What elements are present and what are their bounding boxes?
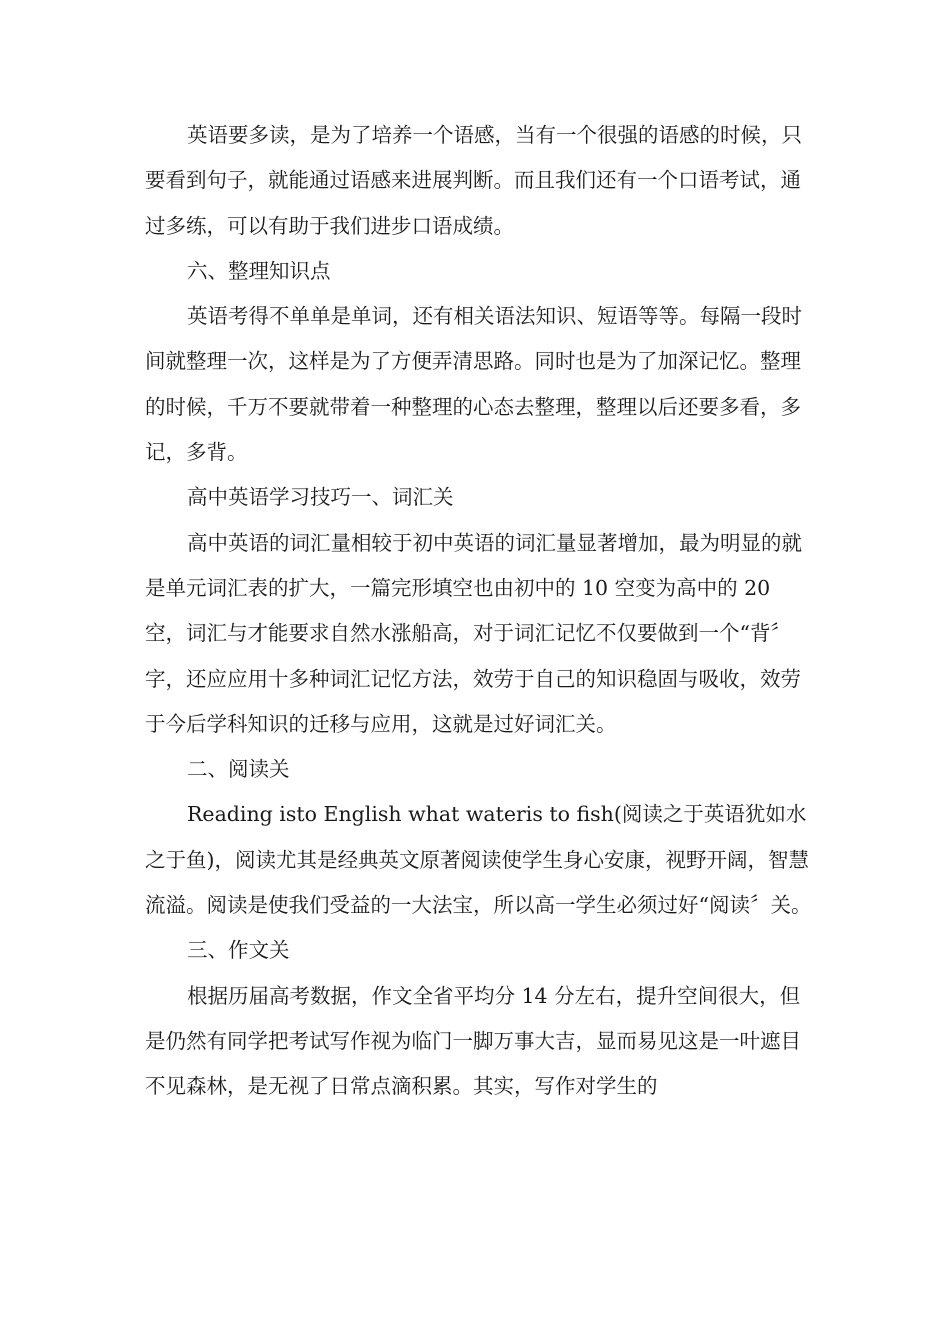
heading-vocabulary: 高中英语学习技巧一、词汇关 — [187, 485, 454, 510]
paragraph-text: 根据历届高考数据，作文全省平均分 14 分左右，提升空间很大，但是仍然有同学把考试写作视为临门一脚万事大吉，显而易见这是一叶遮目不见森林，是无视了日常点滴积累。其实，写作对学生的 — [145, 983, 801, 1099]
paragraph-text: 英语要多读，是为了培养一个语感，当有一个很强的语感的时候，只要看到句子，就能通过语感来进展判断。而且我们还有一个口语考试，通过多练，可以有助于我们进步口语成绩。 — [145, 123, 802, 238]
paragraph-text: 高中英语的词汇量相较于初中英语的词汇量显著增加，最为明显的就是单元词汇表的扩大，一篇完形填空也由初中的 10 空变为高中的 20 空，词汇与才能要求自然水涨船高，对于词汇记忆不仅要做到一个“背〞字，还应应用十多种词汇记忆方法，效劳于自己的知识稳固与吸收，效劳于今后学科知识的迁移与应用，这就是过好词汇关。 — [145, 530, 802, 736]
document-page — [145, 113, 817, 1110]
paragraph-text: 英语考得不单单是单词，还有相关语法知识、短语等等。每隔一段时间就整理一次，这样是为了方便弄清思路。同时也是为了加深记忆。整理的时候，千万不要就带着一种整理的心态去整理，整理以后还要多看，多记，多背。 — [145, 304, 802, 465]
paragraph-text: Reading isto English what wateris to fish(阅读之于英语犹如水之于鱼)，阅读尤其是经典英文原著阅读使学生身心安康，视野开阔，智慧流溢。阅读是使我们受益的一大法宝，所以高一学生必须过好“阅读〞关。 — [145, 802, 812, 918]
paragraph-oral-practice — [145, 113, 817, 249]
paragraph-vocabulary — [145, 521, 817, 747]
paragraph-writing — [145, 974, 817, 1110]
heading-organize-knowledge: 六、整理知识点 — [187, 258, 331, 283]
paragraph-reading — [145, 792, 817, 928]
heading-writing: 三、作文关 — [187, 938, 290, 963]
heading-reading: 二、阅读关 — [187, 757, 290, 782]
paragraph-organize-knowledge — [145, 294, 817, 475]
